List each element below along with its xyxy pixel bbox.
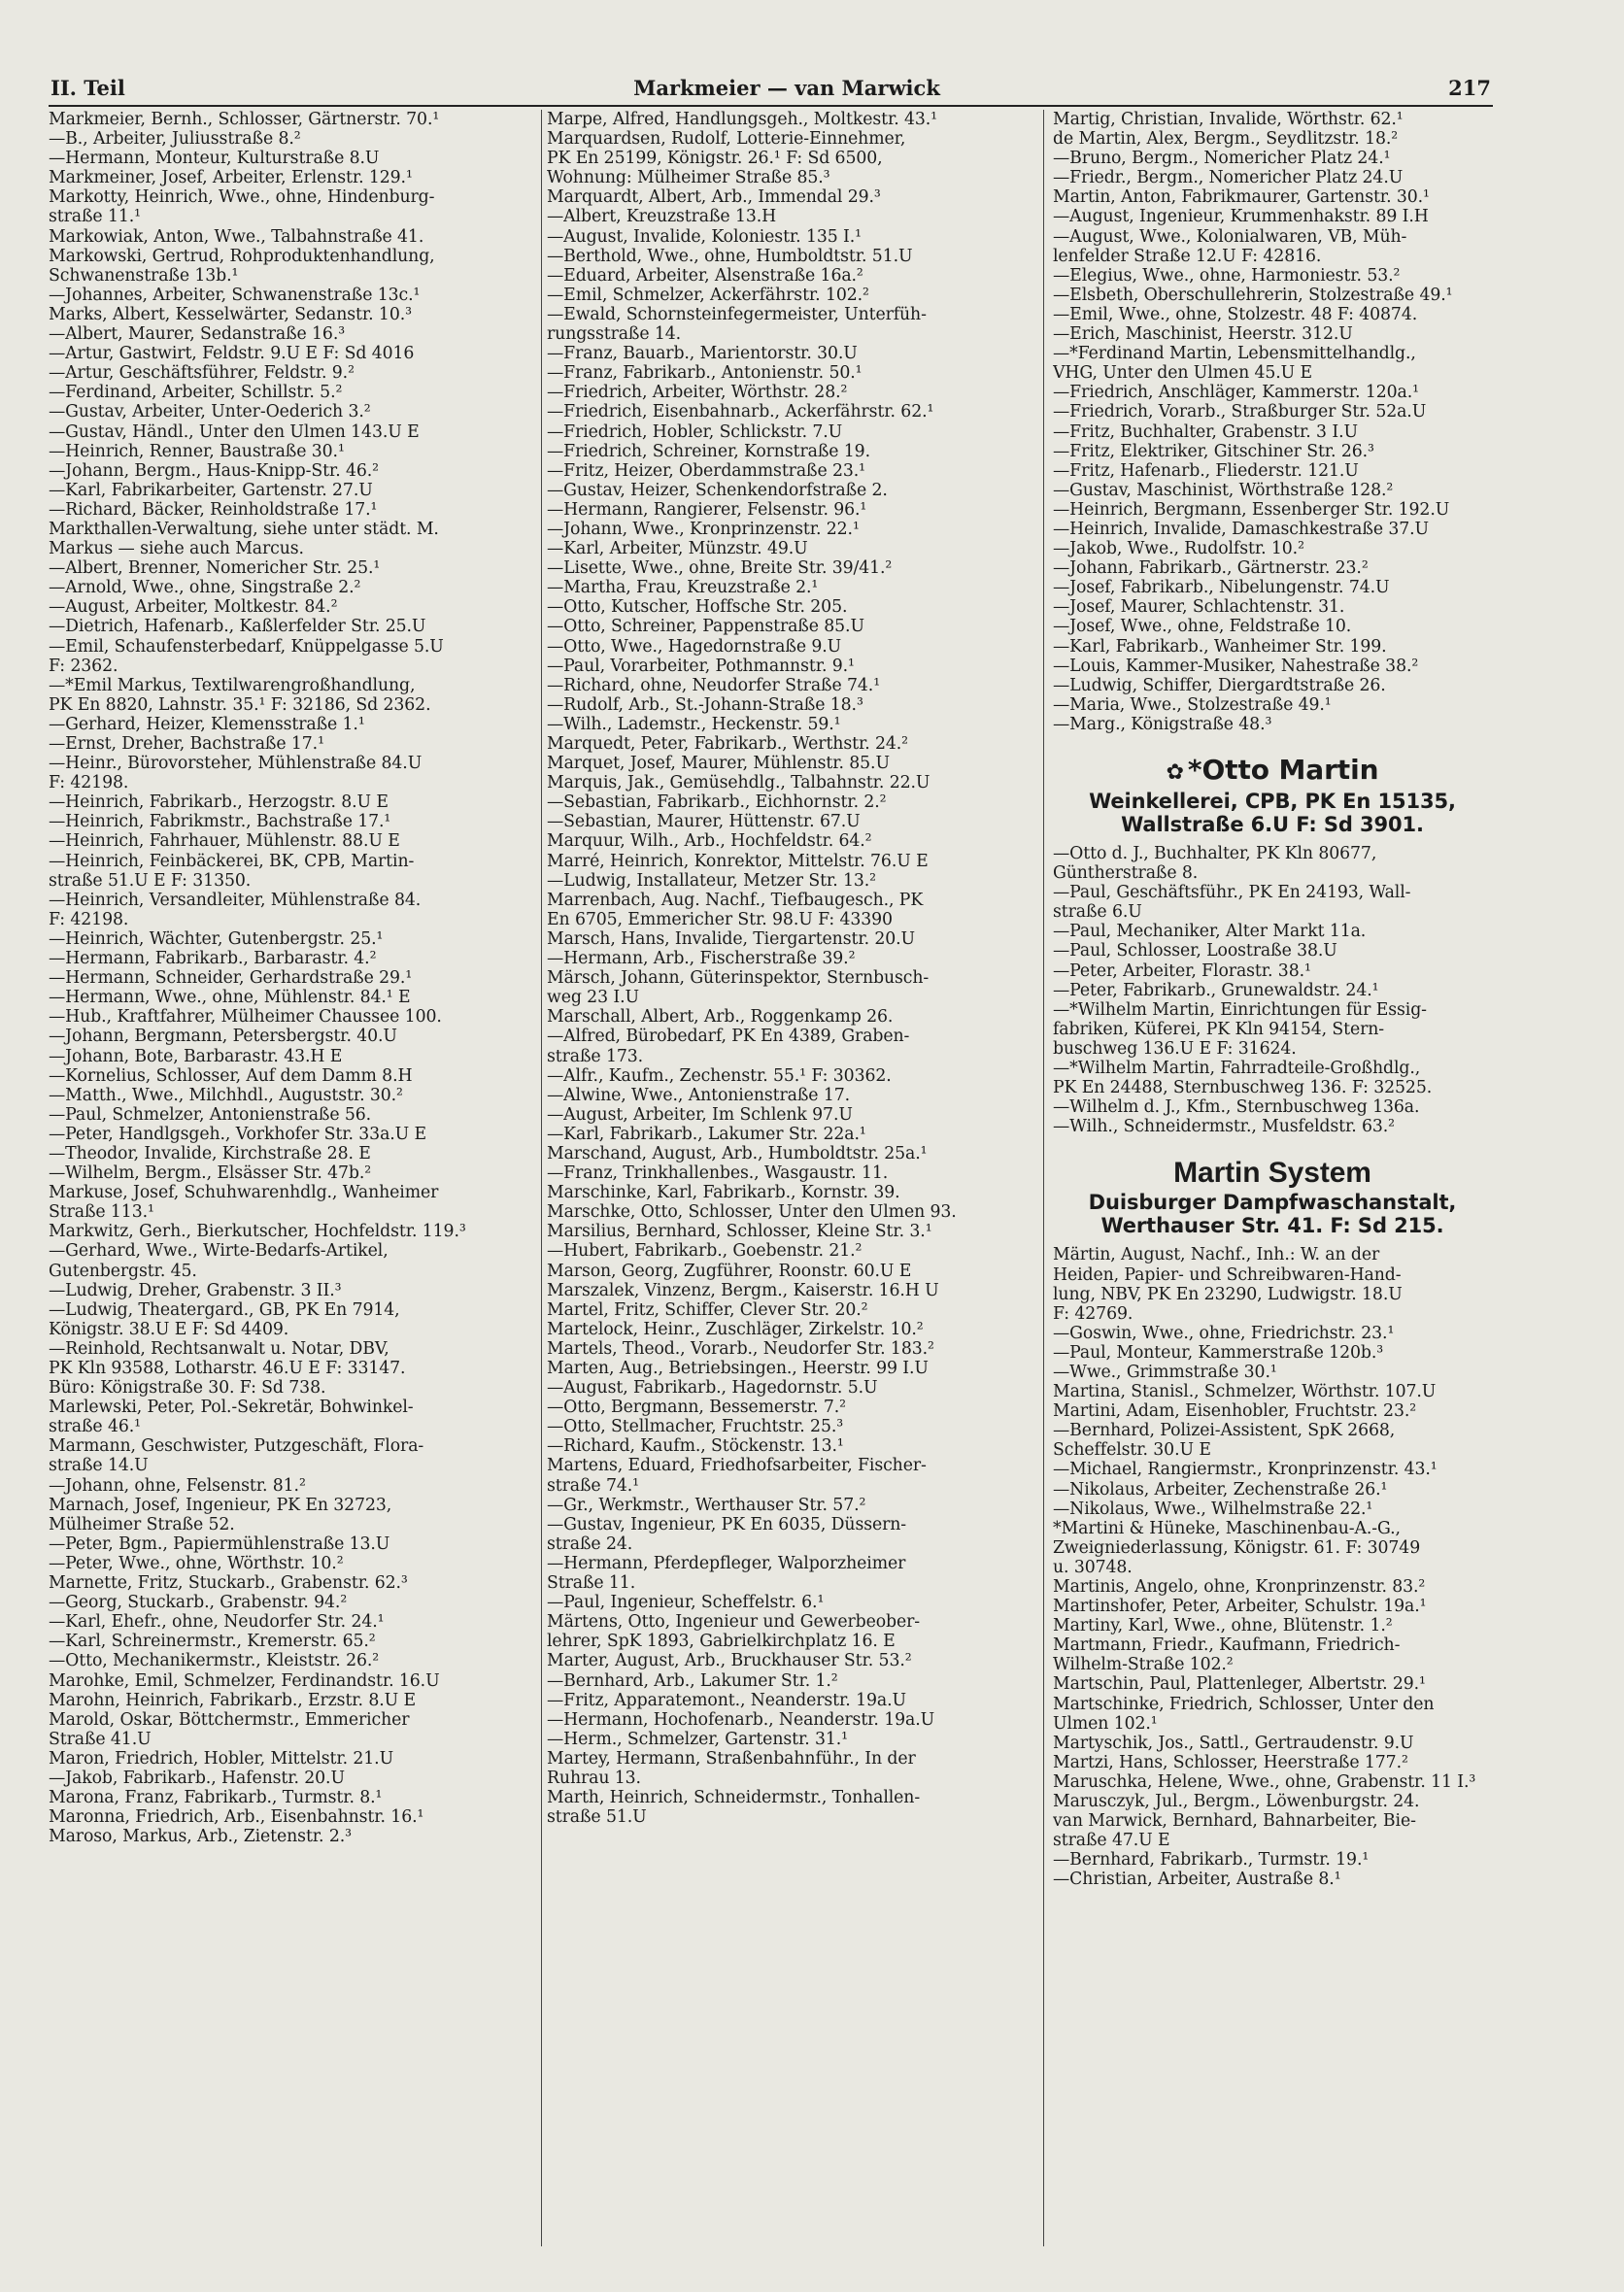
entry-line: —B., Arbeiter, Juliusstraße 8.²: [49, 129, 301, 150]
entry-line: de Martin, Alex, Bergm., Seydlitzstr. 18.²: [1053, 129, 1399, 150]
entry-line: Ruhrau 13.: [547, 1768, 641, 1788]
entry-line: —Heinrich, Invalide, Damaschkestraße 37.U: [1053, 519, 1429, 539]
entry-line: Marona, Franz, Fabrikarb., Turmstr. 8.¹: [49, 1788, 383, 1808]
entry-line: —Karl, Fabrikarb., Wanheimer Str. 199.: [1053, 636, 1387, 657]
entry-line: —Wilh., Schneidermstr., Musfeldstr. 63.²: [1053, 1117, 1396, 1137]
entry-line: —Hermann, Hochofenarb., Neanderstr. 19a.U: [547, 1709, 935, 1730]
entry-line: Martelock, Heinr., Zuschläger, Zirkelstr. 10.²: [547, 1319, 924, 1339]
entry-line: Maroso, Markus, Arb., Zietenstr. 2.³: [49, 1827, 352, 1847]
entry-line: —Nikolaus, Arbeiter, Zechenstraße 26.¹: [1053, 1479, 1388, 1500]
entry-line: straße 14.U: [49, 1456, 149, 1476]
entry-line: —Paul, Mechaniker, Alter Markt 11a.: [1053, 922, 1367, 942]
entry-line: straße 46.¹: [49, 1417, 141, 1437]
entry-line: —Eduard, Arbeiter, Alsenstraße 16a.²: [547, 265, 863, 286]
entry-line: —Hermann, Schneider, Gerhardstraße 29.¹: [49, 968, 413, 989]
entry-line: Martyschik, Jos., Sattl., Gertraudenstr. 9.U: [1053, 1733, 1414, 1753]
entry-line: VHG, Unter den Ulmen 45.U E: [1053, 363, 1313, 384]
entry-line: —Friedrich, Anschläger, Kammerstr. 120a.¹: [1053, 383, 1419, 403]
entry-line: Markuse, Josef, Schuhwarenhdlg., Wanheimer: [49, 1183, 439, 1203]
entry-line: Martina, Stanisl., Schmelzer, Wörthstr. 107.U: [1053, 1382, 1437, 1402]
entry-line: Markowiak, Anton, Wwe., Talbahnstraße 41.: [49, 226, 424, 247]
entry-line: —Alfr., Kaufm., Zechenstr. 55.¹ F: 30362.: [547, 1065, 892, 1086]
entry-line: —Friedrich, Hobler, Schlickstr. 7.U: [547, 421, 843, 442]
entry-line: —August, Arbeiter, Im Schlenk 97.U: [547, 1104, 853, 1125]
entry-line: Markwitz, Gerh., Bierkutscher, Hochfeldstr. 119.³: [49, 1222, 466, 1242]
ad-line-2: Wallstraße 6.U F: Sd 3901.: [1121, 813, 1424, 836]
entry-line: —Bruno, Bergm., Nomericher Platz 24.¹: [1053, 149, 1391, 169]
entry-line: PK En 8820, Lahnstr. 35.¹ F: 32186, Sd 2362.: [49, 694, 431, 715]
entry-line: —Gustav, Ingenieur, PK En 6035, Düssern-: [547, 1514, 907, 1534]
entry-line: lenfelder Straße 12.U F: 42816.: [1053, 246, 1322, 266]
entry-line: Straße 41.U: [49, 1729, 152, 1749]
entry-line: —Otto, Wwe., Hagedornstraße 9.U: [547, 636, 842, 657]
entry-line: PK Kln 93588, Lotharstr. 46.U E F: 33147.: [49, 1359, 406, 1378]
entry-line: F: 42769.: [1053, 1303, 1133, 1324]
entry-line: —Otto, Stellmacher, Fruchtstr. 25.³: [547, 1417, 844, 1437]
entry-line: —Heinrich, Bergmann, Essenberger Str. 192.U: [1053, 499, 1450, 520]
entry-line: straße 74.¹: [547, 1475, 639, 1496]
entry-line: *Martini & Hüneke, Maschinenbau-A.-G.,: [1053, 1518, 1401, 1538]
entry-line: —Friedr., Bergm., Nomericher Platz 24.U: [1053, 168, 1404, 188]
entry-line: —Franz, Fabrikarb., Antonienstr. 50.¹: [547, 363, 863, 384]
entry-line: —Ernst, Dreher, Bachstraße 17.¹: [49, 734, 324, 754]
entry-line: straße 11.¹: [49, 207, 141, 227]
entry-line: —Franz, Trinkhallenbes., Wasgaustr. 11.: [547, 1163, 889, 1184]
entry-line: Marquet, Josef, Maurer, Mühlenstr. 85.U: [547, 754, 890, 774]
entry-line: —Marg., Königstraße 48.³: [1053, 714, 1272, 734]
entry-line: Marquedt, Peter, Fabrikarb., Werthstr. 24.²: [547, 734, 909, 754]
entry-line: —Hermann, Rangierer, Felsenstr. 96.¹: [547, 499, 867, 520]
entry-line: —Ludwig, Schiffer, Diergardtstraße 26.: [1053, 675, 1386, 695]
entry-line: —Hub., Kraftfahrer, Mülheimer Chaussee 100.: [49, 1007, 442, 1028]
entry-line: —Karl, Fabrikarb., Lakumer Str. 22a.¹: [547, 1124, 866, 1144]
entry-line: Martels, Theod., Vorarb., Neudorfer Str. 183.²: [547, 1338, 934, 1359]
header-range: Markmeier — van Marwick: [633, 76, 940, 100]
entry-line: —Friedrich, Vorarb., Straßburger Str. 52a.U: [1053, 402, 1427, 422]
entry-line: —Herm., Schmelzer, Gartenstr. 31.¹: [547, 1729, 849, 1749]
entry-line: —Peter, Wwe., ohne, Wörthstr. 10.²: [49, 1553, 344, 1573]
entry-line: Marth, Heinrich, Schneidermstr., Tonhallen-: [547, 1788, 921, 1808]
ad-title: *Otto Martin: [1187, 754, 1379, 786]
entry-line: Straße 113.¹: [49, 1202, 154, 1223]
entry-line: —Georg, Stuckarb., Grabenstr. 94.²: [49, 1593, 348, 1613]
entry-line: —Josef, Fabrikarb., Nibelungenstr. 74.U: [1053, 578, 1390, 598]
entry-line: —Karl, Fabrikarbeiter, Gartenstr. 27.U: [49, 480, 373, 500]
entry-line: Maronna, Friedrich, Arb., Eisenbahnstr. 16.¹: [49, 1807, 424, 1828]
entry-line: —Albert, Maurer, Sedanstraße 16.³: [49, 324, 346, 345]
entry-line: —Otto, Bergmann, Bessemerstr. 7.²: [547, 1398, 846, 1418]
entry-line: —Michael, Rangiermstr., Kronprinzenstr. 43.¹: [1053, 1460, 1438, 1480]
entry-line: —Gustav, Händl., Unter den Ulmen 143.U E: [49, 421, 420, 442]
otto-martin-ad: [1053, 754, 1492, 836]
entry-line: —Albert, Kreuzstraße 13.H: [547, 207, 777, 227]
entry-line: —Erich, Maschinist, Heerstr. 312.U: [1053, 324, 1353, 345]
entry-line: Wohnung: Mülheimer Straße 85.³: [547, 168, 830, 188]
entry-line: —Wwe., Grimmstraße 30.¹: [1053, 1362, 1277, 1382]
entry-line: Marks, Albert, Kesselwärter, Sedanstr. 10.³: [49, 304, 412, 324]
entry-line: F: 42198.: [49, 909, 129, 929]
entry-line: Büro: Königstraße 30. F: Sd 738.: [49, 1378, 326, 1399]
entry-line: —Wilh., Lademstr., Heckenstr. 59.¹: [547, 714, 841, 734]
column-1: [49, 110, 536, 2256]
entry-line: —Peter, Arbeiter, Florastr. 38.¹: [1053, 961, 1311, 981]
entry-line: Güntherstraße 8.: [1053, 863, 1199, 884]
entry-line: —Johann, Bote, Barbarastr. 43.H E: [49, 1046, 343, 1066]
entry-line: Markowski, Gertrud, Rohproduktenhandlung,: [49, 246, 435, 266]
entry-line: —Karl, Arbeiter, Münzstr. 49.U: [547, 539, 808, 559]
entry-line: —August, Invalide, Koloniestr. 135 I.¹: [547, 226, 862, 247]
entry-line: —Heinrich, Fabrikmstr., Bachstraße 17.¹: [49, 812, 391, 832]
entry-line: Scheffelstr. 30.U E: [1053, 1440, 1211, 1461]
entry-line: —Friedrich, Schreiner, Kornstraße 19.: [547, 441, 870, 461]
entry-line: —Peter, Bgm., Papiermühlenstraße 13.U: [49, 1534, 390, 1554]
entry-line: straße 51.U E F: 31350.: [49, 870, 252, 891]
entry-line: —Bernhard, Polizei-Assistent, SpK 2668,: [1053, 1421, 1396, 1441]
entry-line: Martinis, Angelo, ohne, Kronprinzenstr. 83.²: [1053, 1577, 1426, 1597]
entry-line: —Louis, Kammer-Musiker, Nahestraße 38.²: [1053, 656, 1419, 676]
entry-line: —Fritz, Heizer, Oberdammstraße 23.¹: [547, 460, 866, 481]
entry-line: —August, Fabrikarb., Hagedornstr. 5.U: [547, 1378, 878, 1399]
entry-line: —Johann, Wwe., Kronprinzenstr. 22.¹: [547, 519, 860, 539]
entry-line: Ulmen 102.¹: [1053, 1713, 1158, 1734]
entry-line: rungsstraße 14.: [547, 324, 682, 345]
entry-line: —Lisette, Wwe., ohne, Breite Str. 39/41.²: [547, 558, 893, 579]
entry-line: —Gerhard, Wwe., Wirte-Bedarfs-Artikel,: [49, 1241, 389, 1262]
entry-line: Marschand, August, Arb., Humboldtstr. 25a.¹: [547, 1143, 928, 1163]
entry-line: —Ludwig, Theatergard., GB, PK En 7914,: [49, 1299, 400, 1320]
entry-line: —Theodor, Invalide, Kirchstraße 28. E: [49, 1143, 371, 1163]
entry-line: —Friedrich, Eisenbahnarb., Ackerfährstr. 62.¹: [547, 402, 934, 422]
entry-line: —Johann, Fabrikarb., Gärtnerstr. 23.²: [1053, 558, 1369, 579]
entry-line: —Jakob, Wwe., Rudolfstr. 10.²: [1053, 539, 1304, 559]
entry-line: —Fritz, Buchhalter, Grabenstr. 3 I.U: [1053, 421, 1358, 442]
entry-line: Marschall, Albert, Arb., Roggenkamp 26.: [547, 1007, 894, 1028]
entry-line: Marusczyk, Jul., Bergm., Löwenburgstr. 24.: [1053, 1792, 1420, 1812]
wreath-icon: ✿: [1166, 760, 1184, 785]
entry-line: Martmann, Friedr., Kaufmann, Friedrich-: [1053, 1635, 1401, 1656]
entry-line: Marschke, Otto, Schlosser, Unter den Ulmen 93.: [547, 1202, 957, 1223]
entry-line: —Richard, Bäcker, Reinholdstraße 17.¹: [49, 499, 378, 520]
entry-line: —Otto, Kutscher, Hoffsche Str. 205.: [547, 597, 848, 618]
entry-line: Maruschka, Helene, Wwe., ohne, Grabenstr. 11 I.³: [1053, 1771, 1476, 1792]
entry-line: Mülheimer Straße 52.: [49, 1514, 235, 1534]
entry-line: Marnette, Fritz, Stuckarb., Grabenstr. 62.³: [49, 1573, 408, 1594]
entry-line: lehrer, SpK 1893, Gabrielkirchplatz 16. E: [547, 1632, 896, 1652]
entry-line: Märtens, Otto, Ingenieur und Gewerbeober-: [547, 1612, 920, 1633]
column-3-middle: [1053, 844, 1492, 1136]
entry-line: Marohn, Heinrich, Fabrikarb., Erzstr. 8.U E: [49, 1690, 416, 1710]
entry-line: —Heinrich, Fahrhauer, Mühlenstr. 88.U E: [49, 831, 400, 852]
entry-line: —Richard, Kaufm., Stöckenstr. 13.¹: [547, 1436, 844, 1457]
entry-line: —Paul, Ingenieur, Scheffelstr. 6.¹: [547, 1593, 825, 1613]
entry-line: —*Emil Markus, Textilwarengroßhandlung,: [49, 675, 416, 695]
entry-line: —Johann, Bergm., Haus-Knipp-Str. 46.²: [49, 460, 379, 481]
entry-line: —Franz, Bauarb., Marientorstr. 30.U: [547, 344, 858, 364]
entry-line: Marter, August, Arb., Bruckhauser Str. 53.²: [547, 1651, 912, 1671]
entry-line: Markmeiner, Josef, Arbeiter, Erlenstr. 129.¹: [49, 168, 413, 188]
entry-line: —Paul, Schlosser, Loostraße 38.U: [1053, 941, 1337, 961]
column-divider: [1043, 110, 1044, 2246]
entry-line: —Paul, Vorarbeiter, Pothmannstr. 9.¹: [547, 656, 855, 676]
entry-line: —Goswin, Wwe., ohne, Friedrichstr. 23.¹: [1053, 1323, 1395, 1343]
entry-line: Martin, Anton, Fabrikmaurer, Gartenstr. 30.¹: [1053, 187, 1430, 208]
entry-line: —Richard, ohne, Neudorfer Straße 74.¹: [547, 675, 881, 695]
entry-line: —Josef, Maurer, Schlachtenstr. 31.: [1053, 597, 1345, 618]
entry-line: —Emil, Wwe., ohne, Stolzestr. 48 F: 40874.: [1053, 304, 1418, 324]
entry-line: Straße 11.: [547, 1573, 636, 1594]
entry-line: —Emil, Schaufensterbedarf, Knüppelgasse 5.U: [49, 636, 444, 657]
entry-line: —Emil, Schmelzer, Ackerfährstr. 102.²: [547, 285, 869, 305]
entry-line: —Martha, Frau, Kreuzstraße 2.¹: [547, 578, 819, 598]
entry-line: Marszalek, Vinzenz, Bergm., Kaiserstr. 16.H U: [547, 1280, 939, 1300]
entry-line: Schwanenstraße 13b.¹: [49, 265, 239, 286]
entry-line: Marlewski, Peter, Pol.-Sekretär, Bohwinkel-: [49, 1398, 414, 1418]
entry-line: En 6705, Emmericher Str. 98.U F: 43390: [547, 909, 893, 929]
entry-line: F: 2362.: [49, 656, 118, 676]
entry-line: Marquardt, Albert, Arb., Immendal 29.³: [547, 187, 881, 208]
entry-line: —Maria, Wwe., Stolzestraße 49.¹: [1053, 694, 1332, 715]
entry-line: —Heinrich, Renner, Baustraße 30.¹: [49, 441, 345, 461]
entry-line: Zweigniederlassung, Königstr. 61. F: 30749: [1053, 1537, 1421, 1558]
entry-line: Königstr. 38.U E F: Sd 4409.: [49, 1319, 289, 1339]
entry-line: —Gustav, Arbeiter, Unter-Oederich 3.²: [49, 402, 371, 422]
entry-line: Märtin, August, Nachf., Inh.: W. an der: [1053, 1245, 1380, 1265]
entry-line: buschweg 136.U E F: 31624.: [1053, 1038, 1297, 1059]
entry-line: Märsch, Johann, Güterinspektor, Sternbusch-: [547, 968, 930, 989]
column-3-top: [1053, 110, 1492, 734]
entry-line: —Gerhard, Heizer, Klemensstraße 1.¹: [49, 714, 365, 734]
entry-line: —Dietrich, Hafenarb., Kaßlerfelder Str. 25.U: [49, 617, 426, 637]
entry-line: u. 30748.: [1053, 1557, 1133, 1577]
entry-line: —August, Ingenieur, Krummenhakstr. 89 I.H: [1053, 207, 1429, 227]
entry-line: —Artur, Gastwirt, Feldstr. 9.U E F: Sd 4016: [49, 344, 415, 364]
page-header: [51, 76, 1491, 105]
column-3: [1053, 110, 1492, 2256]
entry-line: —Hermann, Pferdepfleger, Walporzheimer: [547, 1553, 906, 1573]
entry-line: Heiden, Papier- und Schreibwaren-Hand-: [1053, 1264, 1402, 1285]
entry-line: —Sebastian, Fabrikarb., Eichhornstr. 2.²: [547, 792, 887, 813]
ad-line-2: Werthauser Str. 41. F: Sd 215.: [1100, 1214, 1444, 1238]
entry-line: —Hermann, Wwe., ohne, Mühlenstr. 84.¹ E: [49, 988, 411, 1008]
entry-line: —Heinrich, Feinbäckerei, BK, CPB, Martin-: [49, 851, 415, 871]
entry-line: Marnach, Josef, Ingenieur, PK En 32723,: [49, 1495, 392, 1515]
entry-line: —Heinrich, Versandleiter, Mühlenstraße 84.: [49, 890, 422, 910]
entry-line: Martinshofer, Peter, Arbeiter, Schulstr. 19a.¹: [1053, 1597, 1427, 1617]
entry-line: —Peter, Handlgsgeh., Vorkhofer Str. 33a.U E: [49, 1124, 427, 1144]
entry-line: —Hermann, Arb., Fischerstraße 39.²: [547, 949, 856, 969]
entry-line: Martig, Christian, Invalide, Wörthstr. 62.¹: [1053, 110, 1404, 129]
entry-line: —Paul, Geschäftsführ., PK En 24193, Wall-: [1053, 883, 1411, 903]
entry-line: —Bernhard, Fabrikarb., Turmstr. 19.¹: [1053, 1850, 1370, 1871]
entry-line: —Jakob, Fabrikarb., Hafenstr. 20.U: [49, 1768, 345, 1788]
entry-line: —Alwine, Wwe., Antonienstraße 17.: [547, 1085, 851, 1105]
entry-line: Marschinke, Karl, Fabrikarb., Kornstr. 39.: [547, 1183, 900, 1203]
entry-line: Marold, Oskar, Böttchermstr., Emmericher: [49, 1709, 410, 1730]
entry-line: fabriken, Küferei, PK Kln 94154, Stern-: [1053, 1019, 1385, 1039]
entry-line: —Albert, Brenner, Nomericher Str. 25.¹: [49, 558, 381, 579]
entry-line: —Otto, Schreiner, Pappenstraße 85.U: [547, 617, 864, 637]
entry-line: —Christian, Arbeiter, Austraße 8.¹: [1053, 1870, 1341, 1890]
entry-line: —Arnold, Wwe., ohne, Singstraße 2.²: [49, 578, 361, 598]
entry-line: —Johann, Bergmann, Petersbergstr. 40.U: [49, 1027, 397, 1047]
entry-line: Maron, Friedrich, Hobler, Mittelstr. 21.U: [49, 1748, 394, 1769]
entry-line: —Alfred, Bürobedarf, PK En 4389, Graben-: [547, 1027, 910, 1047]
entry-line: —Ferdinand, Arbeiter, Schillstr. 5.²: [49, 383, 343, 403]
entry-line: —*Wilhelm Martin, Fahrradteile-Großhdlg.,: [1053, 1059, 1421, 1079]
entry-line: Martens, Eduard, Friedhofsarbeiter, Fischer-: [547, 1456, 927, 1476]
entry-line: —Ludwig, Installateur, Metzer Str. 13.²: [547, 870, 876, 891]
entry-line: —August, Arbeiter, Moltkestr. 84.²: [49, 597, 338, 618]
header-rule: [49, 105, 1493, 107]
entry-line: —Wilhelm d. J., Kfm., Sternbuschweg 136a.: [1053, 1097, 1420, 1118]
entry-line: Marquis, Jak., Gemüsehdlg., Talbahnstr. 22.U: [547, 773, 930, 793]
entry-line: Marten, Aug., Betriebsingen., Heerstr. 99 I.U: [547, 1359, 929, 1378]
entry-line: Marpe, Alfred, Handlungsgeh., Moltkestr. 43.¹: [547, 110, 937, 129]
ad-line-1: Weinkellerei, CPB, PK En 15135,: [1089, 790, 1456, 813]
entry-line: —Josef, Wwe., ohne, Feldstraße 10.: [1053, 617, 1352, 637]
entry-line: Marson, Georg, Zugführer, Roonstr. 60.U E: [547, 1261, 912, 1281]
entry-line: —Johann, ohne, Felsenstr. 81.²: [49, 1475, 306, 1496]
entry-line: —*Wilhelm Martin, Einrichtungen für Essig-: [1053, 999, 1427, 1020]
entry-line: —Paul, Schmelzer, Antonienstraße 56.: [49, 1104, 372, 1125]
entry-line: —Gustav, Maschinist, Wörthstraße 128.²: [1053, 480, 1394, 500]
entry-line: Martini, Adam, Eisenhobler, Fruchtstr. 23.²: [1053, 1401, 1417, 1422]
ad-title: Martin System: [1173, 1157, 1371, 1190]
entry-line: Martiny, Karl, Wwe., ohne, Blütenstr. 1.²: [1053, 1616, 1393, 1636]
entry-line: Marquardsen, Rudolf, Lotterie-Einnehmer,: [547, 129, 906, 150]
entry-line: —Heinr., Bürovorsteher, Mühlenstraße 84.U: [49, 754, 423, 774]
entry-line: Martey, Hermann, Straßenbahnführ., In der: [547, 1748, 916, 1769]
column-3-bottom: [1053, 1245, 1492, 1889]
entry-line: —Elsbeth, Oberschullehrerin, Stolzestraße 49.¹: [1053, 285, 1453, 305]
entry-line: —Kornelius, Schlosser, Auf dem Damm 8.H: [49, 1065, 413, 1086]
entry-line: —Otto d. J., Buchhalter, PK Kln 80677,: [1053, 844, 1377, 863]
page-number: 217: [1448, 76, 1491, 100]
header-section: II. Teil: [51, 76, 125, 100]
entry-line: Martschinke, Friedrich, Schlosser, Unter den: [1053, 1694, 1435, 1714]
entry-line: weg 23 I.U: [547, 988, 639, 1008]
entry-line: Markus — siehe auch Marcus.: [49, 539, 304, 559]
entry-line: Markthallen-Verwaltung, siehe unter städt. M.: [49, 519, 439, 539]
entry-line: —Rudolf, Arb., St.-Johann-Straße 18.³: [547, 694, 863, 715]
entry-line: Marsch, Hans, Invalide, Tiergartenstr. 20.U: [547, 928, 916, 949]
entry-line: —Gustav, Heizer, Schenkendorfstraße 2.: [547, 480, 888, 500]
entry-line: Martzi, Hans, Schlosser, Heerstraße 177.²: [1053, 1752, 1408, 1772]
entry-line: —Fritz, Elektriker, Gitschiner Str. 26.³: [1053, 441, 1374, 461]
entry-line: —Matth., Wwe., Milchhdl., Auguststr. 30.²: [49, 1085, 403, 1105]
entry-line: straße 173.: [547, 1046, 644, 1066]
column-divider: [541, 110, 542, 2246]
entry-line: Martel, Fritz, Schiffer, Clever Str. 20.²: [547, 1299, 868, 1320]
entry-line: —Hermann, Monteur, Kulturstraße 8.U: [49, 149, 380, 169]
entry-line: —Reinhold, Rechtsanwalt u. Notar, DBV,: [49, 1338, 389, 1359]
entry-line: —Karl, Ehefr., ohne, Neudorfer Str. 24.¹: [49, 1612, 385, 1633]
entry-line: straße 24.: [547, 1534, 633, 1554]
entry-line: Gutenbergstr. 45.: [49, 1261, 197, 1281]
entry-line: Markotty, Heinrich, Wwe., ohne, Hindenburg-: [49, 187, 435, 208]
entry-line: Marohke, Emil, Schmelzer, Ferdinandstr. 16.U: [49, 1670, 440, 1691]
entry-line: Marquur, Wilh., Arb., Hochfeldstr. 64.²: [547, 831, 872, 852]
entry-line: —Elegius, Wwe., ohne, Harmoniestr. 53.²: [1053, 265, 1401, 286]
entry-line: straße 6.U: [1053, 902, 1142, 923]
entry-line: Marsilius, Bernhard, Schlosser, Kleine Str. 3.¹: [547, 1222, 932, 1242]
entry-line: Martschin, Paul, Plattenleger, Albertstr. 29.¹: [1053, 1674, 1426, 1695]
entry-line: Marré, Heinrich, Konrektor, Mittelstr. 76.U E: [547, 851, 929, 871]
entry-line: van Marwick, Bernhard, Bahnarbeiter, Bie-: [1053, 1811, 1416, 1832]
martin-system-ad: [1053, 1156, 1492, 1237]
entry-line: Marrenbach, Aug. Nachf., Tiefbaugesch., PK: [547, 890, 924, 910]
entry-line: —Heinrich, Wächter, Gutenbergstr. 25.¹: [49, 928, 384, 949]
entry-line: —Nikolaus, Wwe., Wilhelmstraße 22.¹: [1053, 1499, 1373, 1519]
entry-line: PK En 25199, Königstr. 26.¹ F: Sd 6500,: [547, 149, 883, 169]
entry-line: Marmann, Geschwister, Putzgeschäft, Flora-: [49, 1436, 424, 1457]
entry-line: —Wilhelm, Bergm., Elsässer Str. 47b.²: [49, 1163, 372, 1184]
entry-line: —Bernhard, Arb., Lakumer Str. 1.²: [547, 1670, 838, 1691]
entry-line: —Ewald, Schornsteinfegermeister, Unterfüh-: [547, 304, 927, 324]
entry-line: —Otto, Mechanikermstr., Kleiststr. 26.²: [49, 1651, 380, 1671]
entry-line: —Paul, Monteur, Kammerstraße 120b.³: [1053, 1342, 1384, 1363]
entry-line: —*Ferdinand Martin, Lebensmittelhandlg.,: [1053, 344, 1416, 364]
entry-line: —August, Wwe., Kolonialwaren, VB, Müh-: [1053, 226, 1407, 247]
ad-line-1: Duisburger Dampfwaschanstalt,: [1088, 1191, 1457, 1215]
entry-line: —Friedrich, Arbeiter, Wörthstr. 28.²: [547, 383, 848, 403]
entry-line: —Fritz, Apparatemont., Neanderstr. 19a.U: [547, 1690, 906, 1710]
entry-line: —Peter, Fabrikarb., Grunewaldstr. 24.¹: [1053, 980, 1379, 1000]
entry-line: lung, NBV, PK En 23290, Ludwigstr. 18.U: [1053, 1284, 1403, 1304]
entry-line: —Heinrich, Fabrikarb., Herzogstr. 8.U E: [49, 792, 389, 813]
entry-line: —Karl, Schreinermstr., Kremerstr. 65.²: [49, 1632, 376, 1652]
entry-line: —Gr., Werkmstr., Werthauser Str. 57.²: [547, 1495, 866, 1515]
entry-line: —Sebastian, Maurer, Hüttenstr. 67.U: [547, 812, 861, 832]
column-2: [547, 110, 1035, 2256]
entry-line: Markmeier, Bernh., Schlosser, Gärtnerstr. 70.¹: [49, 110, 440, 129]
entry-line: —Ludwig, Dreher, Grabenstr. 3 II.³: [49, 1280, 342, 1300]
entry-line: straße 47.U E: [1053, 1831, 1170, 1851]
entry-line: Wilhelm-Straße 102.²: [1053, 1655, 1234, 1675]
entry-line: —Artur, Geschäftsführer, Feldstr. 9.²: [49, 363, 355, 384]
entry-line: —Berthold, Wwe., ohne, Humboldtstr. 51.U: [547, 246, 913, 266]
entry-line: —Fritz, Hafenarb., Fliederstr. 121.U: [1053, 460, 1359, 481]
entry-line: PK En 24488, Sternbuschweg 136. F: 32525.: [1053, 1078, 1433, 1098]
entry-line: —Hermann, Fabrikarb., Barbarastr. 4.²: [49, 949, 377, 969]
entry-line: F: 42198.: [49, 773, 129, 793]
entry-line: straße 51.U: [547, 1807, 647, 1828]
entry-line: —Hubert, Fabrikarb., Goebenstr. 21.²: [547, 1241, 863, 1262]
entry-line: —Johannes, Arbeiter, Schwanenstraße 13c.¹: [49, 285, 421, 305]
